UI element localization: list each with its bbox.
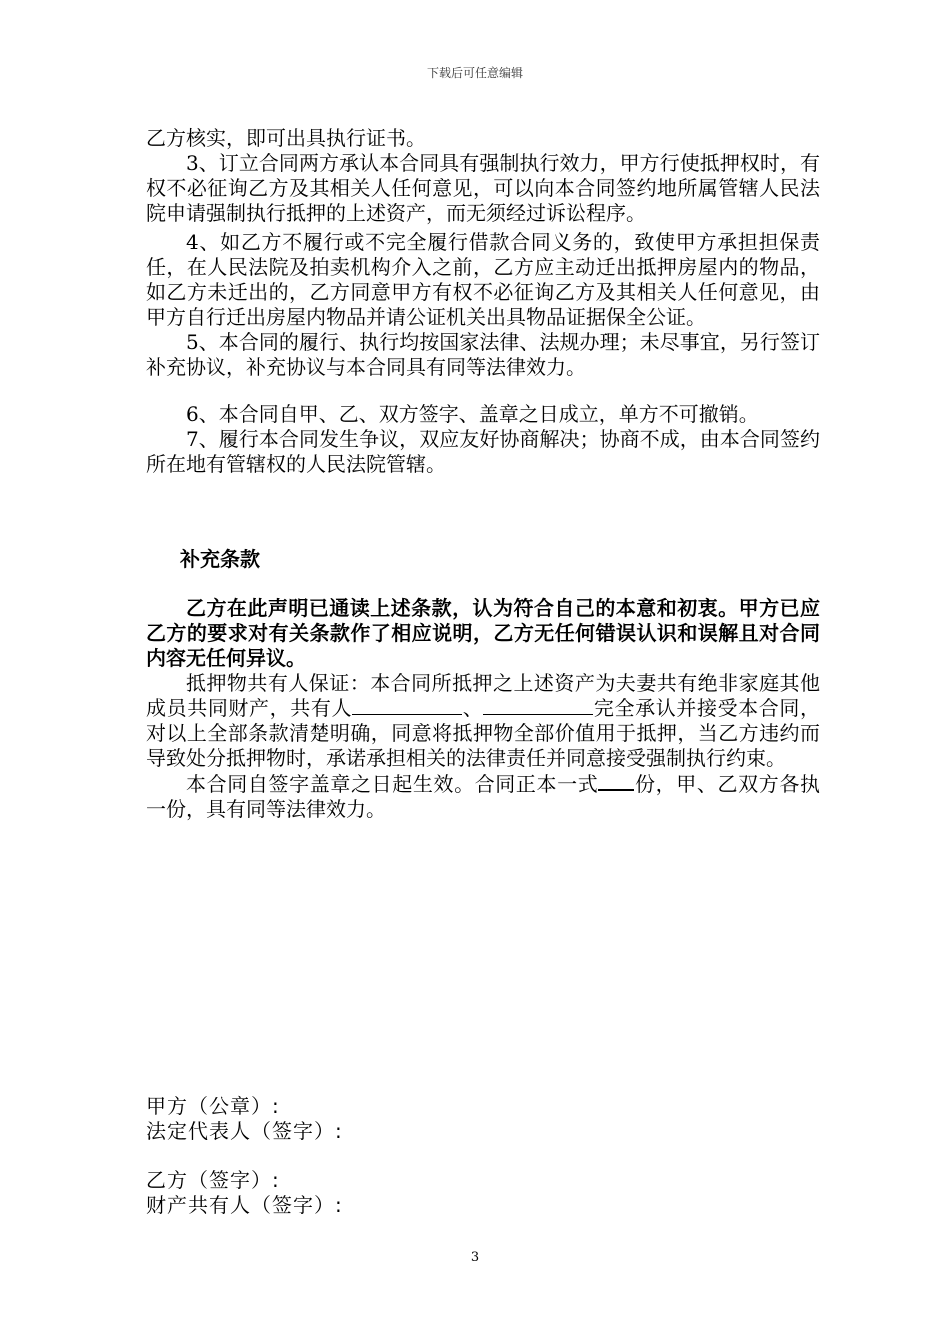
copies-blank (598, 771, 634, 791)
contract-body (146, 126, 820, 822)
signature-party-b: 乙方（签字）: (146, 1168, 280, 1192)
signature-legal-rep: 法定代表人（签字）: (146, 1119, 343, 1143)
signature-co-owner: 财产共有人（签字）: (146, 1193, 343, 1217)
page-number: 3 (470, 1250, 480, 1265)
coowner-guarantee (146, 671, 820, 771)
coowner-separator: 、 (462, 696, 484, 720)
declaration-paragraph: 乙方在此声明已通读上述条款，认为符合自己的本意和初衷。甲方已应乙方的要求对有关条款作了相应说明，乙方无任何错误认识和误解且对合同内容无任何异议。 (146, 596, 820, 670)
coowner-text-1: 抵押物共有人保证：本合同所抵押之上述资产为夫妻共有绝非家庭其他成员共同财产，共有人 (146, 671, 820, 720)
page-header: 下载后可任意编辑 (426, 66, 523, 80)
clause-5: 5、本合同的履行、执行均按国家法律、法规办理；未尽事宜，另行签订补充协议，补充协议与本合同具有同等法律效力。 (146, 330, 820, 379)
coowner-name-blank-1 (352, 696, 462, 715)
clause-continuation: 乙方核实，即可出具执行证书。 (146, 126, 426, 150)
signature-party-a: 甲方（公章）: (146, 1094, 280, 1118)
supplement-heading: 补充条款 (180, 547, 260, 571)
effective-text-2: 份，甲、乙双方各执一份，具有同等法律效力。 (146, 772, 821, 821)
coowner-text-2: 完全承认并接受本合同，对以上全部条款清楚明确，同意将抵押物全部价值用于抵押，当乙方违约而导致处分抵押物时，承诺承担相关的法律责任并同意接受强制执行约束。 (146, 696, 821, 770)
clause-6: 6、本合同自甲、乙、双方签字、盖章之日成立，单方不可撤销。 (186, 402, 759, 426)
clause-3: 3、订立合同两方承认本合同具有强制执行效力，甲方行使抵押权时，有权不必征询乙方及其相关人任何意见，可以向本合同签约地所属管辖人民法院申请强制执行抵押的上述资产，而无须经过诉讼程序。 (146, 151, 820, 225)
coowner-name-blank-2 (483, 696, 593, 715)
effective-text-1: 本合同自签字盖章之日起生效。合同正本一式 (186, 772, 599, 796)
clause-4: 4、如乙方不履行或不完全履行借款合同义务的，致使甲方承担担保责任，在人民法院及拍卖机构介入之前，乙方应主动迁出抵押房屋内的物品，如乙方未迁出的，乙方同意甲方有权不必征询乙方及其相关人任何意见，由甲方自行迁出房屋内物品并请公证机关出具物品证据保全公证。 (146, 230, 820, 329)
clause-7: 7、履行本合同发生争议，双应友好协商解决；协商不成，由本合同签约所在地有管辖权的人民法院管辖。 (146, 427, 820, 476)
effective-clause (146, 771, 820, 822)
